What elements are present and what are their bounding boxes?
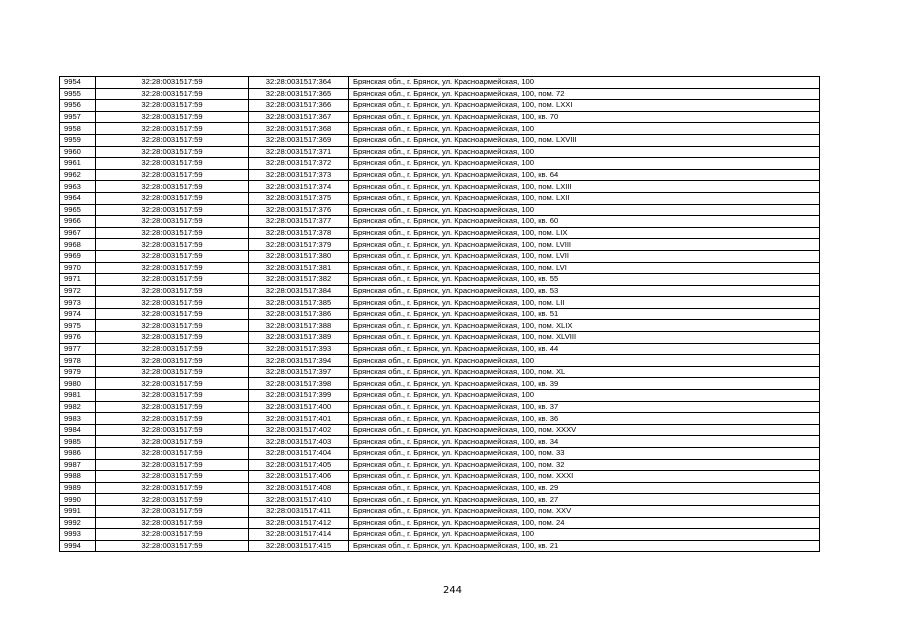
row-number-cell: 9978	[60, 355, 96, 367]
cadastral-block-cell: 32:28:0031517:59	[96, 529, 249, 541]
address-cell: Брянская обл., г. Брянск, ул. Красноармейская, 100, пом. XXXV	[349, 424, 820, 436]
row-number-cell: 9979	[60, 366, 96, 378]
row-number-cell: 9980	[60, 378, 96, 390]
cadastral-block-cell: 32:28:0031517:59	[96, 134, 249, 146]
address-cell: Брянская обл., г. Брянск, ул. Красноармейская, 100, пом. XXXI	[349, 471, 820, 483]
cadastral-block-cell: 32:28:0031517:59	[96, 505, 249, 517]
cadastral-number-cell: 32:28:0031517:378	[249, 227, 349, 239]
cadastral-block-cell: 32:28:0031517:59	[96, 308, 249, 320]
address-cell: Брянская обл., г. Брянск, ул. Красноармейская, 100, пом. LXIII	[349, 181, 820, 193]
cadastral-number-cell: 32:28:0031517:384	[249, 285, 349, 297]
cadastral-number-cell: 32:28:0031517:399	[249, 390, 349, 402]
table-row	[60, 494, 820, 506]
row-number-cell: 9994	[60, 540, 96, 552]
cadastral-block-cell: 32:28:0031517:59	[96, 181, 249, 193]
cadastral-block-cell: 32:28:0031517:59	[96, 401, 249, 413]
cadastral-number-cell: 32:28:0031517:397	[249, 366, 349, 378]
row-number-cell: 9985	[60, 436, 96, 448]
cadastral-table	[59, 76, 820, 552]
address-cell: Брянская обл., г. Брянск, ул. Красноармейская, 100, кв. 36	[349, 413, 820, 425]
cadastral-block-cell: 32:28:0031517:59	[96, 88, 249, 100]
cadastral-block-cell: 32:28:0031517:59	[96, 343, 249, 355]
cadastral-number-cell: 32:28:0031517:393	[249, 343, 349, 355]
cadastral-number-cell: 32:28:0031517:406	[249, 471, 349, 483]
row-number-cell: 9968	[60, 239, 96, 251]
address-cell: Брянская обл., г. Брянск, ул. Красноармейская, 100, пом. XXV	[349, 505, 820, 517]
address-cell: Брянская обл., г. Брянск, ул. Красноармейская, 100, пом. 72	[349, 88, 820, 100]
cadastral-block-cell: 32:28:0031517:59	[96, 262, 249, 274]
address-cell: Брянская обл., г. Брянск, ул. Красноармейская, 100, пом. LII	[349, 297, 820, 309]
row-number-cell: 9966	[60, 216, 96, 228]
table-row	[60, 540, 820, 552]
cadastral-number-cell: 32:28:0031517:367	[249, 111, 349, 123]
row-number-cell: 9975	[60, 320, 96, 332]
table-row	[60, 424, 820, 436]
cadastral-block-cell: 32:28:0031517:59	[96, 227, 249, 239]
address-cell: Брянская обл., г. Брянск, ул. Красноармейская, 100, пом. LXXI	[349, 100, 820, 112]
cadastral-block-cell: 32:28:0031517:59	[96, 459, 249, 471]
cadastral-block-cell: 32:28:0031517:59	[96, 204, 249, 216]
table-row	[60, 274, 820, 286]
cadastral-block-cell: 32:28:0031517:59	[96, 192, 249, 204]
row-number-cell: 9989	[60, 482, 96, 494]
row-number-cell: 9987	[60, 459, 96, 471]
table-row	[60, 471, 820, 483]
address-cell: Брянская обл., г. Брянск, ул. Красноармейская, 100, кв. 55	[349, 274, 820, 286]
row-number-cell: 9959	[60, 134, 96, 146]
cadastral-number-cell: 32:28:0031517:369	[249, 134, 349, 146]
cadastral-number-cell: 32:28:0031517:376	[249, 204, 349, 216]
table-row	[60, 355, 820, 367]
table-row	[60, 88, 820, 100]
cadastral-number-cell: 32:28:0031517:365	[249, 88, 349, 100]
cadastral-number-cell: 32:28:0031517:401	[249, 413, 349, 425]
address-cell: Брянская обл., г. Брянск, ул. Красноармейская, 100, кв. 53	[349, 285, 820, 297]
cadastral-block-cell: 32:28:0031517:59	[96, 320, 249, 332]
cadastral-block-cell: 32:28:0031517:59	[96, 540, 249, 552]
address-cell: Брянская обл., г. Брянск, ул. Красноармейская, 100	[349, 204, 820, 216]
cadastral-table-body	[60, 77, 820, 552]
table-row	[60, 320, 820, 332]
cadastral-number-cell: 32:28:0031517:404	[249, 448, 349, 460]
page-number: 244	[442, 585, 463, 596]
cadastral-block-cell: 32:28:0031517:59	[96, 378, 249, 390]
cadastral-number-cell: 32:28:0031517:402	[249, 424, 349, 436]
table-row	[60, 285, 820, 297]
table-row	[60, 146, 820, 158]
cadastral-block-cell: 32:28:0031517:59	[96, 250, 249, 262]
address-cell: Брянская обл., г. Брянск, ул. Красноармейская, 100, кв. 44	[349, 343, 820, 355]
cadastral-block-cell: 32:28:0031517:59	[96, 366, 249, 378]
table-row	[60, 169, 820, 181]
cadastral-block-cell: 32:28:0031517:59	[96, 111, 249, 123]
cadastral-number-cell: 32:28:0031517:366	[249, 100, 349, 112]
cadastral-block-cell: 32:28:0031517:59	[96, 297, 249, 309]
cadastral-block-cell: 32:28:0031517:59	[96, 123, 249, 135]
row-number-cell: 9984	[60, 424, 96, 436]
table-row	[60, 390, 820, 402]
table-row	[60, 459, 820, 471]
address-cell: Брянская обл., г. Брянск, ул. Красноармейская, 100	[349, 77, 820, 89]
table-row	[60, 192, 820, 204]
cadastral-number-cell: 32:28:0031517:375	[249, 192, 349, 204]
address-cell: Брянская обл., г. Брянск, ул. Красноармейская, 100, пом. LXII	[349, 192, 820, 204]
row-number-cell: 9958	[60, 123, 96, 135]
cadastral-block-cell: 32:28:0031517:59	[96, 146, 249, 158]
row-number-cell: 9969	[60, 250, 96, 262]
row-number-cell: 9963	[60, 181, 96, 193]
row-number-cell: 9986	[60, 448, 96, 460]
cadastral-number-cell: 32:28:0031517:382	[249, 274, 349, 286]
table-row	[60, 378, 820, 390]
address-cell: Брянская обл., г. Брянск, ул. Красноармейская, 100	[349, 146, 820, 158]
address-cell: Брянская обл., г. Брянск, ул. Красноармейская, 100, кв. 70	[349, 111, 820, 123]
cadastral-block-cell: 32:28:0031517:59	[96, 517, 249, 529]
row-number-cell: 9965	[60, 204, 96, 216]
address-cell: Брянская обл., г. Брянск, ул. Красноармейская, 100, кв. 64	[349, 169, 820, 181]
row-number-cell: 9983	[60, 413, 96, 425]
cadastral-number-cell: 32:28:0031517:381	[249, 262, 349, 274]
address-cell: Брянская обл., г. Брянск, ул. Красноармейская, 100, кв. 37	[349, 401, 820, 413]
row-number-cell: 9964	[60, 192, 96, 204]
row-number-cell: 9961	[60, 158, 96, 170]
cadastral-block-cell: 32:28:0031517:59	[96, 471, 249, 483]
cadastral-number-cell: 32:28:0031517:385	[249, 297, 349, 309]
table-row	[60, 250, 820, 262]
cadastral-block-cell: 32:28:0031517:59	[96, 274, 249, 286]
cadastral-block-cell: 32:28:0031517:59	[96, 436, 249, 448]
table-row	[60, 332, 820, 344]
cadastral-number-cell: 32:28:0031517:410	[249, 494, 349, 506]
row-number-cell: 9977	[60, 343, 96, 355]
table-row	[60, 134, 820, 146]
table-row	[60, 297, 820, 309]
address-cell: Брянская обл., г. Брянск, ул. Красноармейская, 100, пом. XL	[349, 366, 820, 378]
row-number-cell: 9992	[60, 517, 96, 529]
address-cell: Брянская обл., г. Брянск, ул. Красноармейская, 100, кв. 21	[349, 540, 820, 552]
address-cell: Брянская обл., г. Брянск, ул. Красноармейская, 100	[349, 158, 820, 170]
address-cell: Брянская обл., г. Брянск, ул. Красноармейская, 100, кв. 39	[349, 378, 820, 390]
table-row	[60, 308, 820, 320]
cadastral-number-cell: 32:28:0031517:405	[249, 459, 349, 471]
cadastral-number-cell: 32:28:0031517:373	[249, 169, 349, 181]
address-cell: Брянская обл., г. Брянск, ул. Красноармейская, 100, кв. 51	[349, 308, 820, 320]
cadastral-number-cell: 32:28:0031517:400	[249, 401, 349, 413]
row-number-cell: 9956	[60, 100, 96, 112]
cadastral-block-cell: 32:28:0031517:59	[96, 390, 249, 402]
row-number-cell: 9954	[60, 77, 96, 89]
cadastral-block-cell: 32:28:0031517:59	[96, 100, 249, 112]
cadastral-number-cell: 32:28:0031517:415	[249, 540, 349, 552]
cadastral-number-cell: 32:28:0031517:388	[249, 320, 349, 332]
table-row	[60, 227, 820, 239]
cadastral-number-cell: 32:28:0031517:394	[249, 355, 349, 367]
address-cell: Брянская обл., г. Брянск, ул. Красноармейская, 100, пом. LXVIII	[349, 134, 820, 146]
address-cell: Брянская обл., г. Брянск, ул. Красноармейская, 100, пом. 33	[349, 448, 820, 460]
cadastral-block-cell: 32:28:0031517:59	[96, 285, 249, 297]
cadastral-number-cell: 32:28:0031517:414	[249, 529, 349, 541]
address-cell: Брянская обл., г. Брянск, ул. Красноармейская, 100, пом. 32	[349, 459, 820, 471]
row-number-cell: 9973	[60, 297, 96, 309]
row-number-cell: 9991	[60, 505, 96, 517]
cadastral-number-cell: 32:28:0031517:412	[249, 517, 349, 529]
row-number-cell: 9960	[60, 146, 96, 158]
table-row	[60, 216, 820, 228]
row-number-cell: 9971	[60, 274, 96, 286]
address-cell: Брянская обл., г. Брянск, ул. Красноармейская, 100	[349, 355, 820, 367]
table-row	[60, 77, 820, 89]
table-row	[60, 448, 820, 460]
table-row	[60, 343, 820, 355]
table-row	[60, 204, 820, 216]
address-cell: Брянская обл., г. Брянск, ул. Красноармейская, 100, пом. XLVIII	[349, 332, 820, 344]
row-number-cell: 9962	[60, 169, 96, 181]
cadastral-number-cell: 32:28:0031517:411	[249, 505, 349, 517]
row-number-cell: 9974	[60, 308, 96, 320]
row-number-cell: 9993	[60, 529, 96, 541]
address-cell: Брянская обл., г. Брянск, ул. Красноармейская, 100, кв. 27	[349, 494, 820, 506]
cadastral-block-cell: 32:28:0031517:59	[96, 355, 249, 367]
table-row	[60, 123, 820, 135]
row-number-cell: 9976	[60, 332, 96, 344]
row-number-cell: 9990	[60, 494, 96, 506]
address-cell: Брянская обл., г. Брянск, ул. Красноармейская, 100	[349, 390, 820, 402]
table-row	[60, 517, 820, 529]
address-cell: Брянская обл., г. Брянск, ул. Красноармейская, 100, пом. LIX	[349, 227, 820, 239]
cadastral-number-cell: 32:28:0031517:403	[249, 436, 349, 448]
address-cell: Брянская обл., г. Брянск, ул. Красноармейская, 100, кв. 34	[349, 436, 820, 448]
row-number-cell: 9967	[60, 227, 96, 239]
address-cell: Брянская обл., г. Брянск, ул. Красноармейская, 100	[349, 123, 820, 135]
cadastral-number-cell: 32:28:0031517:379	[249, 239, 349, 251]
address-cell: Брянская обл., г. Брянск, ул. Красноармейская, 100, кв. 60	[349, 216, 820, 228]
table-row	[60, 111, 820, 123]
cadastral-number-cell: 32:28:0031517:398	[249, 378, 349, 390]
cadastral-number-cell: 32:28:0031517:408	[249, 482, 349, 494]
row-number-cell: 9970	[60, 262, 96, 274]
row-number-cell: 9972	[60, 285, 96, 297]
cadastral-block-cell: 32:28:0031517:59	[96, 424, 249, 436]
cadastral-number-cell: 32:28:0031517:380	[249, 250, 349, 262]
cadastral-number-cell: 32:28:0031517:377	[249, 216, 349, 228]
address-cell: Брянская обл., г. Брянск, ул. Красноармейская, 100	[349, 529, 820, 541]
row-number-cell: 9988	[60, 471, 96, 483]
cadastral-block-cell: 32:28:0031517:59	[96, 239, 249, 251]
address-cell: Брянская обл., г. Брянск, ул. Красноармейская, 100, пом. LVI	[349, 262, 820, 274]
cadastral-number-cell: 32:28:0031517:368	[249, 123, 349, 135]
table-row	[60, 262, 820, 274]
table-row	[60, 436, 820, 448]
table-row	[60, 366, 820, 378]
table-row	[60, 100, 820, 112]
table-row	[60, 401, 820, 413]
address-cell: Брянская обл., г. Брянск, ул. Красноармейская, 100, кв. 29	[349, 482, 820, 494]
table-row	[60, 505, 820, 517]
cadastral-number-cell: 32:28:0031517:374	[249, 181, 349, 193]
cadastral-block-cell: 32:28:0031517:59	[96, 158, 249, 170]
address-cell: Брянская обл., г. Брянск, ул. Красноармейская, 100, пом. LVIII	[349, 239, 820, 251]
row-number-cell: 9981	[60, 390, 96, 402]
table-row	[60, 158, 820, 170]
address-cell: Брянская обл., г. Брянск, ул. Красноармейская, 100, пом. XLIX	[349, 320, 820, 332]
table-row	[60, 239, 820, 251]
row-number-cell: 9955	[60, 88, 96, 100]
cadastral-number-cell: 32:28:0031517:389	[249, 332, 349, 344]
cadastral-block-cell: 32:28:0031517:59	[96, 494, 249, 506]
table-row	[60, 181, 820, 193]
cadastral-block-cell: 32:28:0031517:59	[96, 169, 249, 181]
address-cell: Брянская обл., г. Брянск, ул. Красноармейская, 100, пом. 24	[349, 517, 820, 529]
row-number-cell: 9982	[60, 401, 96, 413]
row-number-cell: 9957	[60, 111, 96, 123]
address-cell: Брянская обл., г. Брянск, ул. Красноармейская, 100, пом. LVII	[349, 250, 820, 262]
cadastral-block-cell: 32:28:0031517:59	[96, 77, 249, 89]
cadastral-block-cell: 32:28:0031517:59	[96, 413, 249, 425]
cadastral-number-cell: 32:28:0031517:372	[249, 158, 349, 170]
cadastral-number-cell: 32:28:0031517:371	[249, 146, 349, 158]
cadastral-number-cell: 32:28:0031517:364	[249, 77, 349, 89]
cadastral-block-cell: 32:28:0031517:59	[96, 332, 249, 344]
cadastral-block-cell: 32:28:0031517:59	[96, 482, 249, 494]
table-row	[60, 529, 820, 541]
cadastral-number-cell: 32:28:0031517:386	[249, 308, 349, 320]
table-row	[60, 482, 820, 494]
cadastral-block-cell: 32:28:0031517:59	[96, 216, 249, 228]
cadastral-block-cell: 32:28:0031517:59	[96, 448, 249, 460]
table-row	[60, 413, 820, 425]
